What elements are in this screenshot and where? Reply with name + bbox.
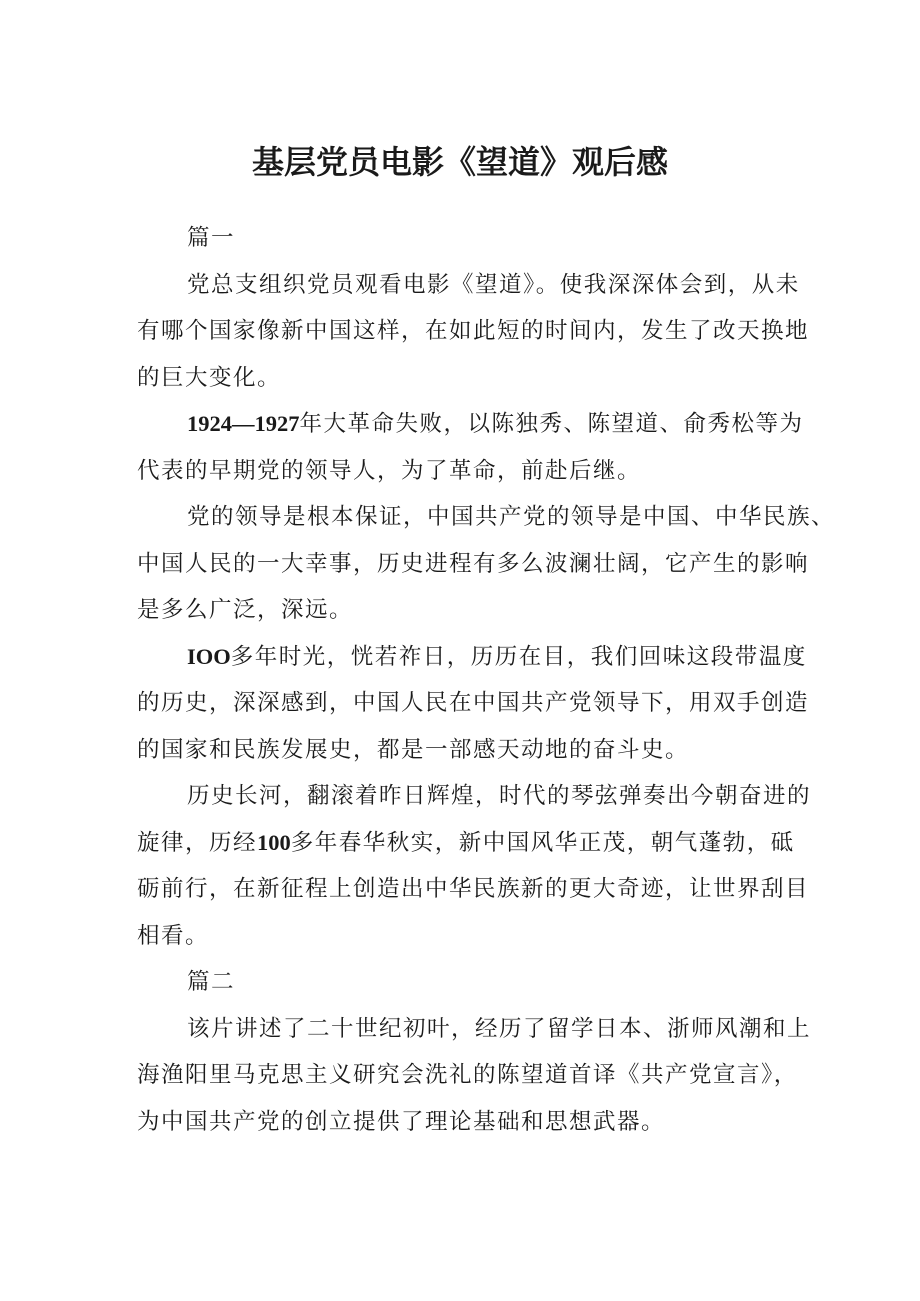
paragraph-line (137, 820, 797, 867)
paragraph-line-rest: 年大革命失败，以陈独秀、陈望道、俞秀松等为 (299, 411, 804, 437)
paragraph-line: 的巨大变化。 (137, 364, 282, 391)
paragraph-line-pre: 旋律，历经 (137, 829, 258, 856)
number-text: 100 (257, 829, 291, 855)
paragraph-line: 代表的早期党的领导人，为了革命，前赴后继。 (137, 457, 642, 484)
paragraph-line: 该片讲述了二十世纪初叶，经历了留学日本、浙师风潮和上 (187, 1015, 812, 1042)
paragraph-line: 海渔阳里马克思主义研究会洗礼的陈望道首译《共产党宣言》， (137, 1062, 798, 1088)
number-text: IOO (187, 643, 231, 669)
paragraph-line: 的国家和民族发展史，都是一部感天动地的奋斗史。 (137, 736, 690, 763)
paragraph-2 (137, 401, 804, 494)
paragraph-1 (137, 262, 810, 402)
paragraph-line: 是多么广泛，深远。 (137, 597, 354, 623)
paragraph-line: 中国人民的一大幸事，历史进程有多么波澜壮阔，它产生的影响 (137, 550, 810, 577)
paragraph-line: 的历史，深深感到，中国人民在中国共产党领导下，用双手创造 (137, 690, 810, 716)
paragraph-4 (137, 634, 810, 774)
paragraph-line: 砺前行，在新征程上创造出中华民族新的更大奇迹，让世界刮目 (137, 876, 810, 902)
paragraph-line: 相看。 (137, 922, 210, 949)
paragraph-line (137, 634, 807, 681)
paragraph-line: 为中国共产党的创立提供了理论基础和思想武器。 (137, 1108, 666, 1135)
paragraph-line: 党总支组织党员观看电影《望道》。使我深深体会到，从未 (187, 271, 800, 298)
section-heading-2: 篇二 (187, 969, 236, 995)
paragraph-5 (137, 773, 812, 959)
paragraph-line: 有哪个国家像新中国这样，在如此短的时间内，发生了改天换地 (137, 318, 810, 344)
paragraph-6 (137, 1006, 812, 1146)
paragraph-line: 党的领导是根本保证，中国共产党的领导是中国、中华民族、 (187, 504, 836, 530)
document-title: 基层党员电影《望道》观后感 (251, 143, 668, 181)
paragraph-line: 历史长河，翻滚着昨日辉煌，时代的琴弦弹奏出今朝奋进的 (187, 783, 812, 809)
paragraph-line-rest: 多年时光，恍若祚日，历历在目，我们回味这段带温度 (230, 643, 807, 670)
document-body (137, 215, 836, 1145)
paragraph-3 (137, 494, 836, 634)
paragraph-line (137, 401, 804, 448)
section-heading-1: 篇一 (187, 225, 236, 251)
paragraph-line-rest: 多年春华秋实，新中国风华正茂，朝气蓬勃，砥 (290, 829, 795, 856)
year-range: 1924—1927 (187, 411, 300, 436)
